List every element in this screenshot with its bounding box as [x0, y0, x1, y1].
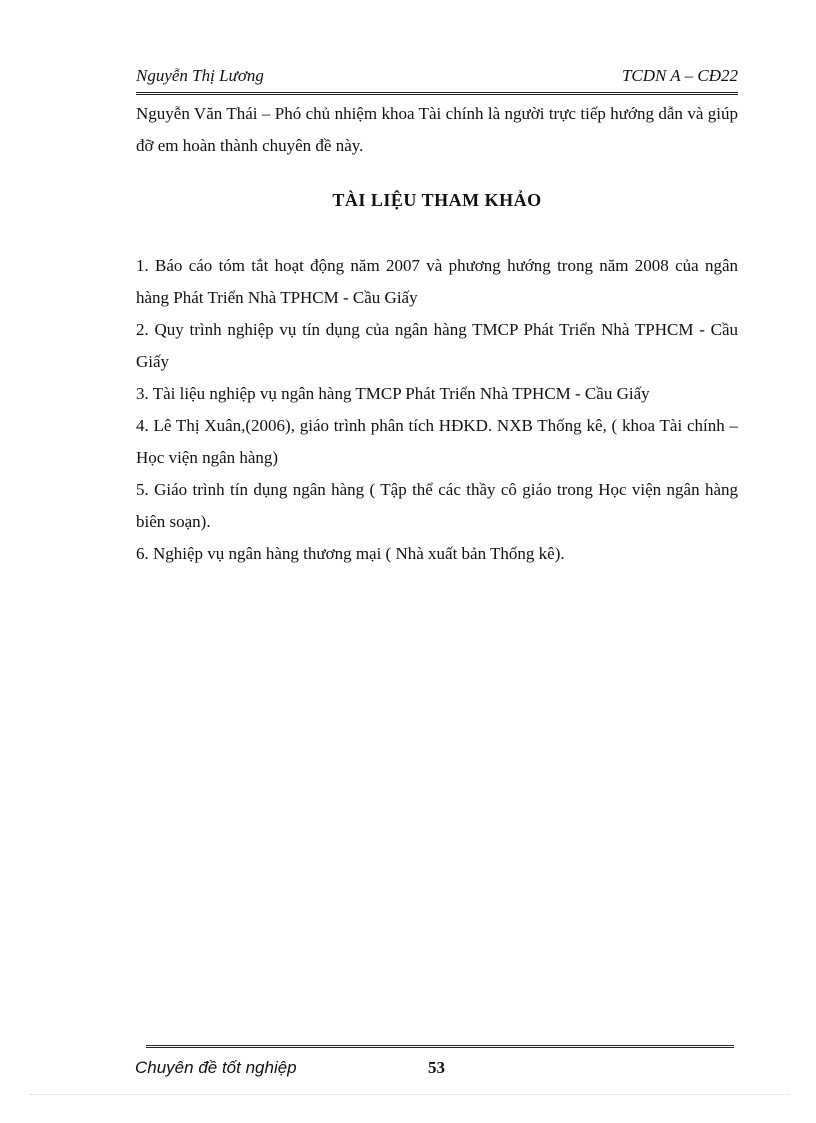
reference-item-2: 2. Quy trình nghiệp vụ tín dụng của ngân hàng TMCP Phát Triển Nhà TPHCM - Cầu Giấy: [136, 320, 738, 371]
references-list: [136, 250, 738, 570]
header-author: Nguyễn Thị Lương: [136, 66, 264, 85]
page-number: 53: [428, 1058, 445, 1077]
footer-label: Chuyên đề tốt nghiệp: [135, 1058, 297, 1077]
reference-item-5: 5. Giáo trình tín dụng ngân hàng ( Tập thể các thầy cô giáo trong Học viện ngân hàng biên soạn).: [136, 480, 738, 531]
intro-paragraph: Nguyễn Văn Thái – Phó chủ nhiệm khoa Tài chính là người trực tiếp hướng dẫn và giúp đỡ em hoàn thành chuyên đề này.: [136, 104, 738, 155]
page-footer: [135, 1045, 734, 1077]
page-header: [136, 64, 738, 95]
references-title: TÀI LIỆU THAM KHẢO: [332, 190, 542, 210]
page-bottom-divider: [30, 1094, 790, 1095]
reference-item-6: 6. Nghiệp vụ ngân hàng thương mại ( Nhà xuất bản Thống kê).: [136, 544, 565, 563]
header-class-code: TCDN A – CĐ22: [621, 66, 738, 85]
reference-item-1: 1. Báo cáo tóm tắt hoạt động năm 2007 và phương hướng trong năm 2008 của ngân hàng Phát Triển Nhà TPHCM - Cầu Giấy: [136, 256, 738, 307]
reference-item-3: 3. Tài liệu nghiệp vụ ngân hàng TMCP Phát Triển Nhà TPHCM - Cầu Giấy: [136, 384, 650, 403]
reference-item-4: 4. Lê Thị Xuân,(2006), giáo trình phân tích HĐKD. NXB Thống kê, ( khoa Tài chính – Học viện ngân hàng): [136, 416, 738, 467]
